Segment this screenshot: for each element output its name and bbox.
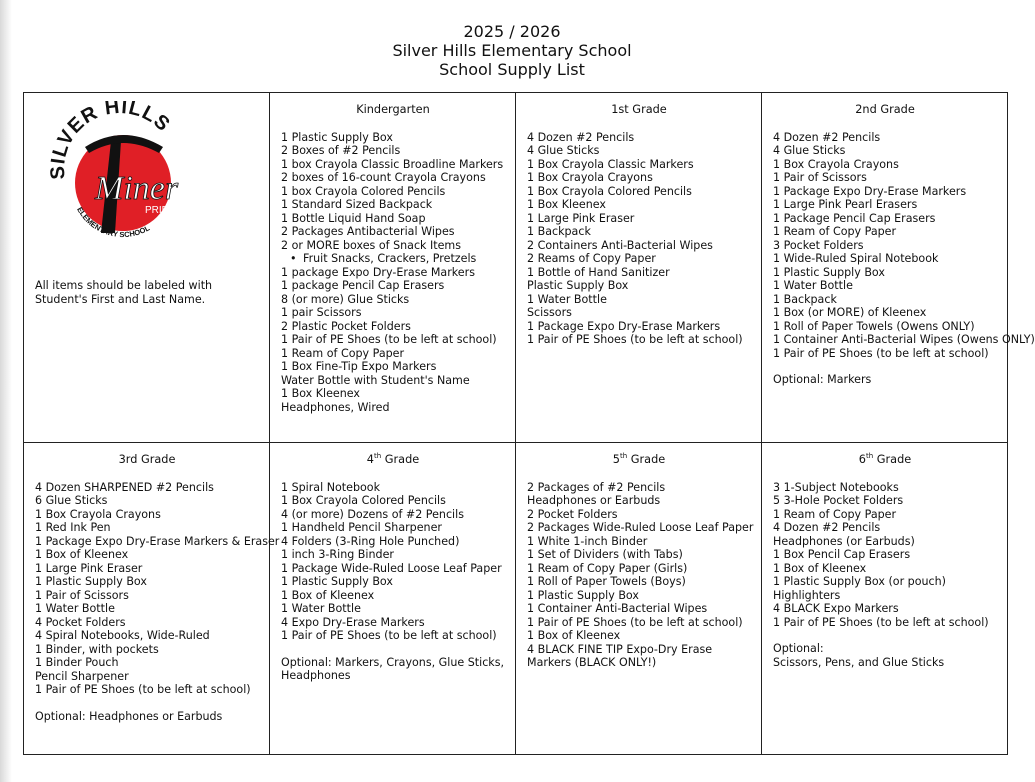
school-logo [35,101,259,261]
list-item: 3 1-Subject Notebooks [773,480,899,494]
list-item: 1 package Pencil Cap Erasers [281,279,445,292]
list-item: 1 Pair of PE Shoes (to be left at school) [773,615,989,629]
kindergarten-title: Kindergarten [356,103,430,116]
list-item: 1 Plastic Supply Box [281,575,393,588]
optional-line: Scissors, Pens, and Glue Sticks [773,655,945,669]
list-item: 1 Plastic Supply Box (or pouch) [773,575,946,588]
list-item: 1 Package Expo Dry-Erase Markers [527,319,721,333]
fifth-grade-list [527,480,754,670]
list-item: 4 Expo Dry-Erase Markers [281,615,425,629]
list-item: 1 Box Crayola Crayons [773,157,899,171]
list-item: Headphones (or Earbuds) [773,534,915,548]
grade-word: Grade [381,453,420,466]
list-item: Scissors [527,306,572,319]
list-item: 1 Package Expo Dry-Erase Markers & Eraser [35,534,280,548]
list-item: 1 Binder Pouch [35,656,119,669]
list-item: 1 Binder, with pockets [35,642,159,656]
list-item: 1 Spiral Notebook [281,480,381,494]
list-item: 1 Roll of Paper Towels (Owens ONLY) [773,319,975,333]
list-item: 2 Containers Anti-Bacterial Wipes [527,238,713,252]
optional-line: Optional: Markers, Crayons, Glue Sticks, [281,655,505,669]
list-item: 1 Red Ink Pen [35,521,111,534]
list-item: 4 Dozen #2 Pencils [773,130,881,144]
supply-list-table [23,92,1035,755]
list-item: 4 Dozen #2 Pencils [527,130,635,144]
list-item: 1 Pair of Scissors [35,588,129,602]
list-item: 1 Box Pencil Cap Erasers [773,548,911,561]
logo-cell [24,93,270,443]
list-item: 1 Pair of Scissors [773,171,867,184]
list-item: 4 Pocket Folders [35,615,126,629]
list-item: 4 Spiral Notebooks, Wide-Ruled [35,629,210,642]
list-item: 1 Large Pink Eraser [35,561,143,575]
list-item: 1 Pair of PE Shoes (to be left at school) [527,615,743,629]
list-item: 1 Container Anti-Bacterial Wipes (Owens ONLY) [773,333,1035,346]
list-item: 1 pair Scissors [281,306,362,319]
list-item: 1 Package Expo Dry-Erase Markers [773,184,967,198]
list-item: 2 Pocket Folders [527,507,618,521]
sixth-grade-list [773,481,997,630]
list-item: 1 Box Crayola Classic Markers [527,157,694,171]
grade-ordinal-suffix: th [619,452,628,461]
list-item: 4 Folders (3-Ring Hole Punched) [281,534,460,548]
list-item: 2 boxes of 16-count Crayola Crayons [281,171,486,184]
list-item: 1 Wide-Ruled Spiral Notebook [773,252,939,265]
third-grade-list [35,480,280,697]
list-item: 1 Ream of Copy Paper [281,346,405,360]
fourth-grade-cell [270,443,516,755]
logo-bottom-text: ELEMENTARY SCHOOL [75,205,152,240]
grade-ordinal-suffix: th [373,452,382,461]
list-item: 1 Plastic Supply Box [773,265,885,279]
list-item: 1 Set of Dividers (with Tabs) [527,548,683,561]
list-item: 1 Box of Kleenex [281,588,375,602]
list-item: 1 Plastic Supply Box [281,130,393,144]
list-item: 1 Backpack [527,225,591,238]
list-item: Plastic Supply Box [527,279,629,292]
list-item: 1 Pair of PE Shoes (to be left at school) [281,333,497,346]
list-item: 1 Bottle of Hand Sanitizer [527,265,670,279]
list-item: Headphones or Earbuds [527,494,661,507]
list-item: 1 box Crayola Colored Pencils [281,184,446,198]
list-item: 1 White 1-inch Binder [527,534,648,548]
kindergarten-list [281,131,505,415]
list-item: 1 Water Bottle [527,292,607,306]
fifth-grade-title [527,453,751,467]
list-item: 1 Roll of Paper Towels (Boys) [527,575,686,588]
list-item: 1 Pair of PE Shoes (to be left at school) [281,629,497,642]
list-item: 1 Ream of Copy Paper (Girls) [527,561,688,575]
school-name: Silver Hills Elementary School [392,41,632,60]
list-item: 4 BLACK Expo Markers [773,602,899,615]
list-item: 1 Water Bottle [35,602,115,615]
second-grade-title: 2nd Grade [855,103,915,116]
grade-number: 6 [858,453,866,466]
grade-word: Grade [873,453,912,466]
logo-top-text: SILVER HILLS [46,101,175,180]
first-grade-list [527,131,751,347]
grade-ordinal-suffix: th [865,452,874,461]
list-item: Headphones, Wired [281,400,390,414]
sixth-grade-optional [773,642,997,669]
list-item: 1 Pair of PE Shoes (to be left at school) [35,683,251,696]
list-item: 1 Box Crayola Crayons [527,171,653,184]
list-item: Highlighters [773,588,841,602]
school-year: 2025 / 2026 [463,22,561,41]
fourth-grade-optional [281,656,505,683]
list-item: 4 Glue Sticks [527,144,600,157]
list-item: Markers (BLACK ONLY!) [527,656,657,669]
list-item: 1 Box Kleenex [527,198,606,211]
list-item: 2 Boxes of #2 Pencils [281,144,401,157]
list-item: 2 Packages Wide-Ruled Loose Leaf Paper [527,521,754,534]
second-grade-cell [762,93,1035,443]
fourth-grade-title [281,453,505,467]
list-item: 2 Packages of #2 Pencils [527,480,666,494]
grade-number: 4 [366,453,374,466]
fifth-grade-cell [516,443,762,755]
list-item: 1 Bottle Liquid Hand Soap [281,211,426,225]
list-item: 6 Glue Sticks [35,494,108,507]
logo-sub-text: PRIDE [145,205,176,216]
list-item: 1 Box Crayola Colored Pencils [527,184,692,198]
list-item: 1 Pair of PE Shoes (to be left at school) [773,346,989,360]
list-item: 4 Dozen SHARPENED #2 Pencils [35,480,214,494]
list-item: Pencil Sharpener [35,669,129,683]
optional-line: Headphones [281,669,351,682]
kindergarten-cell [270,93,516,443]
list-item: 1 Box of Kleenex [527,629,621,642]
fourth-grade-list [281,481,505,643]
logo-center-text: Miner [95,170,179,207]
list-item: 2 Plastic Pocket Folders [281,319,411,333]
list-item: 1 Box (or MORE) of Kleenex [773,306,927,319]
list-item: 1 package Expo Dry-Erase Markers [281,265,475,279]
list-item: 1 Water Bottle [773,279,853,292]
list-item: 1 Package Pencil Cap Erasers [773,211,936,225]
list-item: 1 Box of Kleenex [773,561,867,575]
first-grade-title: 1st Grade [611,103,667,116]
list-item: 1 Backpack [773,292,837,306]
list-item: 1 Box Fine-Tip Expo Markers [281,360,437,373]
third-grade-cell [24,443,280,755]
list-item: 1 Handheld Pencil Sharpener [281,521,442,534]
labeling-note: All items should be labeled with Student's First and Last Name. [35,279,213,306]
list-item: 8 (or more) Glue Sticks [281,292,410,306]
sixth-grade-cell [762,443,1008,755]
page-edge-shadow [0,0,12,782]
list-item: 1 Ream of Copy Paper [773,507,897,521]
third-grade-title: 3rd Grade [118,453,176,466]
grade-word: Grade [627,453,666,466]
list-item: 1 Container Anti-Bacterial Wipes [527,602,708,615]
second-grade-optional: Optional: Markers [773,373,872,386]
list-item: 2 Packages Antibacterial Wipes [281,225,455,238]
list-item: 2 Reams of Copy Paper [527,252,656,265]
document-header [0,22,1024,79]
miner-pride-logo [35,101,200,261]
list-item: 1 Standard Sized Backpack [281,198,433,211]
first-grade-cell [516,93,762,443]
list-item: 1 Plastic Supply Box [35,575,147,588]
third-grade-optional: Optional: Headphones or Earbuds [35,709,223,723]
list-item: 2 or MORE boxes of Snack Items [281,238,462,252]
list-item: 1 box Crayola Classic Broadline Markers [281,157,504,171]
list-item: 1 Water Bottle [281,602,361,615]
list-item: 1 Box Kleenex [281,387,360,400]
list-item: 1 Box Crayola Crayons [35,507,161,521]
list-item: 4 Glue Sticks [773,144,846,157]
list-item: 1 Plastic Supply Box [527,588,639,602]
list-item: 1 inch 3-Ring Binder [281,548,394,561]
list-item: 4 Dozen #2 Pencils [773,521,881,534]
list-item: 4 BLACK FINE TIP Expo-Dry Erase [527,642,713,656]
second-grade-list [773,130,1035,361]
list-item: Water Bottle with Student's Name [281,373,470,387]
list-item: 1 Large Pink Eraser [527,211,635,225]
list-item: 5 3-Hole Pocket Folders [773,494,904,507]
list-item: 1 Box of Kleenex [35,548,129,561]
document-title: School Supply List [439,60,585,79]
list-subitem: • Fruit Snacks, Crackers, Pretzels [281,252,505,266]
list-item: 1 Ream of Copy Paper [773,225,897,238]
list-item: 1 Box Crayola Colored Pencils [281,494,446,507]
list-item: 1 Pair of PE Shoes (to be left at school) [527,333,743,346]
list-item: 3 Pocket Folders [773,238,864,252]
list-item: 4 (or more) Dozens of #2 Pencils [281,507,464,521]
list-item: 1 Large Pink Pearl Erasers [773,198,918,211]
sixth-grade-title [773,453,997,467]
grade-number: 5 [612,453,620,466]
optional-line: Optional: [773,642,824,655]
list-item: 1 Package Wide-Ruled Loose Leaf Paper [281,561,502,575]
